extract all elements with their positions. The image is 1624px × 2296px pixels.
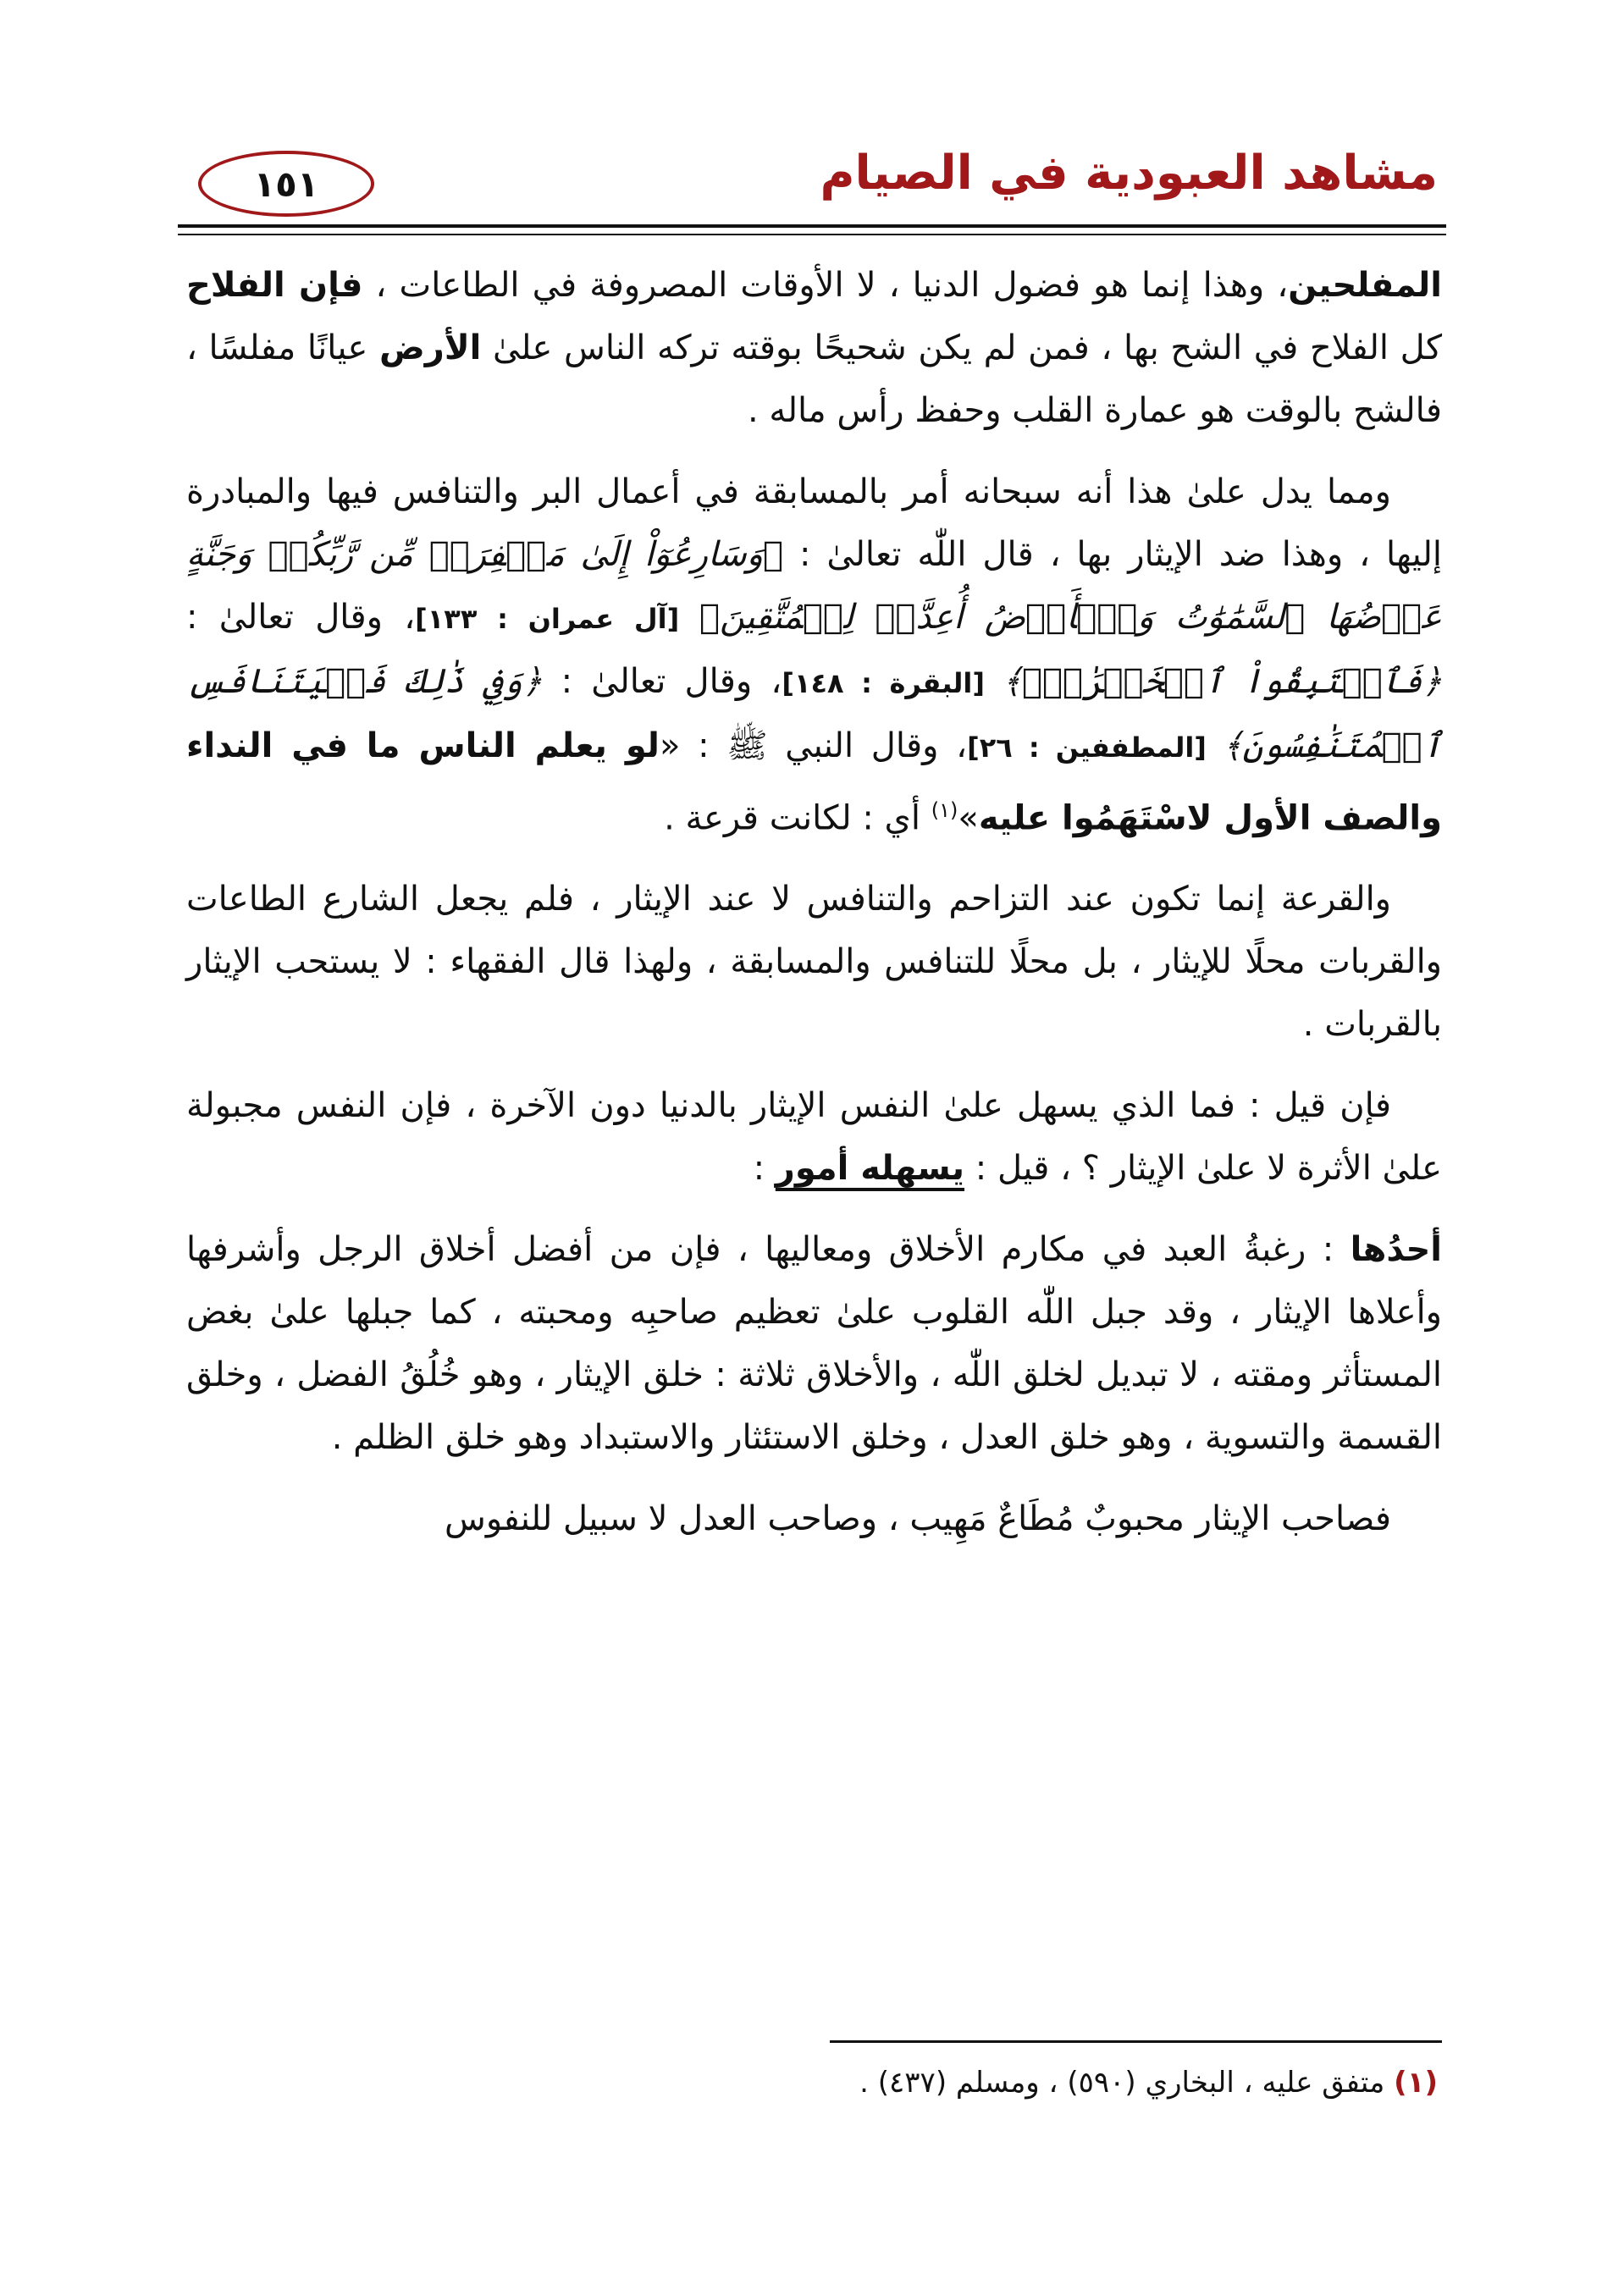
paragraph bbox=[186, 1218, 1442, 1469]
quran-verse: ﴿فَٱسۡتَبِقُواْ ٱلۡخَيۡرَٰتِۚ﴾ bbox=[1002, 662, 1443, 701]
footnote-text: متفق عليه ، البخاري (٥٩٠) ، ومسلم (٤٣٧) . bbox=[859, 2066, 1395, 2100]
verse-reference: [البقرة : ١٤٨] bbox=[782, 667, 1003, 699]
text: والقرعة إنما تكون عند التزاحم والتنافس لا عند الإيثار ، فلم يجعل الشارع الطاعات والقربات محلًا للإيثار ، بل محلًا للتنافس والمسابقة ، ولهذا قال الفقهاء : لا يستحب الإيثار بالقربات . bbox=[186, 880, 1442, 1045]
quran-verse: ﴿وَسَارِعُوٓاْ إِلَىٰ مَغۡفِرَةٖ مِّن رَّبِّكُمۡ وَجَنَّةٍ عَرۡضُهَا ٱلسَّمَٰوَٰتُ وَٱلۡأَرۡضُ أُعِدَّتۡ لِلۡمُتَّقِينَ﴾ bbox=[186, 535, 1442, 637]
running-title: مشاهد العبودية في الصيام bbox=[820, 146, 1438, 201]
verse-reference: [آل عمران : ١٣٣] bbox=[415, 603, 699, 635]
page-number: ١٥١ bbox=[198, 151, 374, 217]
hadith-text: لو يعلم الناس ما في النداء والصف الأول لاسْتَهَمُوا عليه bbox=[186, 726, 1442, 838]
text: أي : لكانت قرعة . bbox=[664, 798, 931, 838]
text-bold: أحدُها bbox=[1350, 1230, 1442, 1270]
verse-reference: [المطففين : ٢٦] bbox=[967, 731, 1224, 764]
text: ، وقال النبي ﷺ : « bbox=[659, 726, 968, 765]
footnote-rule bbox=[830, 2040, 1442, 2043]
text: ، وقال تعالىٰ : bbox=[186, 598, 416, 637]
footnote-number: (١) bbox=[1394, 2066, 1438, 2100]
text: فصاحب الإيثار محبوبٌ مُطَاعٌ مَهِيب ، وصاحب العدل لا سبيل للنفوس bbox=[445, 1499, 1391, 1539]
text-bold-underlined: يسهله أمور bbox=[775, 1149, 965, 1189]
paragraph bbox=[186, 1487, 1442, 1550]
text: » bbox=[958, 798, 979, 838]
paragraph bbox=[186, 461, 1442, 849]
text: : bbox=[753, 1149, 776, 1189]
text-bold: فإن الفلاح bbox=[186, 266, 363, 305]
text: ومما يدل علىٰ هذا أنه سبحانه أمر بالمسابقة في أعمال البر والتنافس فيها والمبادرة إليها ، وهذا ضد الإيثار بها ، قال اللّٰه تعالىٰ : bbox=[186, 472, 1442, 574]
footnote bbox=[186, 2057, 1438, 2108]
main-text bbox=[186, 254, 1442, 1569]
footnote-reference[interactable]: (١) bbox=[931, 798, 958, 822]
paragraph bbox=[186, 254, 1442, 442]
page-header bbox=[186, 127, 1438, 229]
text: كل الفلاح في الشح بها ، فمن لم يكن شحيحًا بوقته تركه الناس علىٰ bbox=[481, 328, 1442, 367]
text: ، وهذا إنما هو فضول الدنيا ، لا الأوقات المصروفة في الطاعات ، bbox=[362, 266, 1289, 305]
text: : رغبةُ العبد في مكارم الأخلاق ومعاليها ، فإن من أفضل أخلاق الرجل وأشرفها وأعلاها الإيثار ، وقد جبل اللّٰه القلوب علىٰ تعظيم صاحبِه ومحبته ، كما جبلها علىٰ بغض المستأثر ومقته ، لا تبديل لخلق اللّٰه ، والأخلاق ثلاثة : خلق الإيثار ، وهو خُلُقُ الفضل ، وخلق القسمة والتسوية ، وهو خلق العدل ، وخلق الاستئثار والاستبداد وهو خلق الظلم . bbox=[186, 1230, 1442, 1458]
text: عيانًا مفلسًا ، فالشح بالوقت هو عمارة القلب وحفظ رأس ماله . bbox=[186, 328, 1442, 430]
text-bold: الأرض bbox=[378, 328, 482, 367]
quran-verse: ﴿وَفِي ذَٰلِكَ فَلۡيَتَنَافَسِ ٱلۡمُتَنَٰفِسُونَ﴾ bbox=[186, 662, 1443, 765]
header-rule-thick bbox=[178, 224, 1446, 228]
header-rule-thin bbox=[178, 234, 1446, 235]
paragraph bbox=[186, 1074, 1442, 1200]
text: فإن قيل : فما الذي يسهل علىٰ النفس الإيثار بالدنيا دون الآخرة ، فإن النفس مجبولة علىٰ الأثرة لا علىٰ الإيثار ؟ ، قيل : bbox=[186, 1086, 1442, 1189]
text: ، وقال تعالىٰ : bbox=[542, 662, 782, 701]
paragraph bbox=[186, 868, 1442, 1056]
text-bold: المفلحين bbox=[1288, 266, 1443, 305]
